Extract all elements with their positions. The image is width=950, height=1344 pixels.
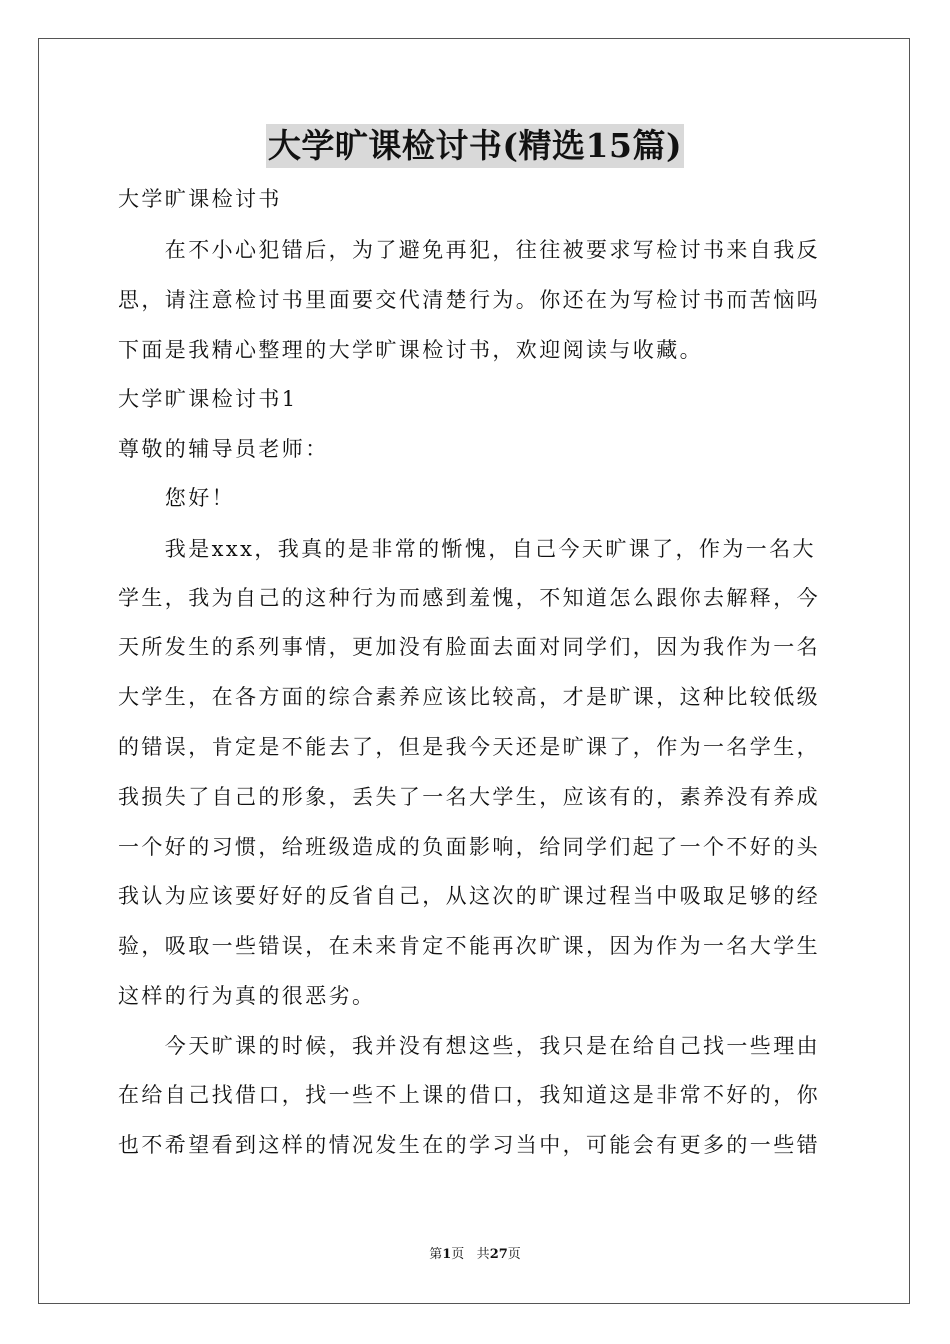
document-title: 大学旷课检讨书(精选15篇): [266, 124, 684, 168]
body-line: 一个好的习惯，给班级造成的负面影响，给同学们起了一个不好的头: [118, 835, 820, 859]
body-line: 在给自己找借口，找一些不上课的借口，我知道这是非常不好的，你: [118, 1083, 820, 1107]
page-footer: [0, 1246, 950, 1264]
body-line: 大学旷课检讨书1: [118, 387, 298, 411]
page-prefix: 第: [429, 1247, 443, 1262]
body-line: 验，吸取一些错误，在未来肯定不能再次旷课，因为作为一名大学生: [118, 934, 820, 958]
body-line: 我损失了自己的形象，丢失了一名大学生，应该有的，素养没有养成: [118, 785, 820, 809]
body-line: 在不小心犯错后，为了避免再犯，往往被要求写检讨书来自我反: [118, 238, 820, 262]
page-border: [38, 38, 910, 1304]
body-line: 的错误，肯定是不能去了，但是我今天还是旷课了，作为一名学生，: [118, 735, 820, 759]
total-prefix: 共: [476, 1247, 490, 1262]
page-suffix: 页: [451, 1247, 465, 1262]
body-line: 思，请注意检讨书里面要交代清楚行为。你还在为写检讨书而苦恼吗: [118, 288, 820, 312]
body-line: 大学旷课检讨书: [118, 187, 282, 211]
body-line: 大学生，在各方面的综合素养应该比较高，才是旷课，这种比较低级: [118, 685, 820, 709]
body-line: 我是xxx，我真的是非常的惭愧，自己今天旷课了，作为一名大: [118, 537, 816, 561]
body-line: 今天旷课的时候，我并没有想这些，我只是在给自己找一些理由: [118, 1034, 820, 1058]
body-line: 我认为应该要好好的反省自己，从这次的旷课过程当中吸取足够的经: [118, 884, 820, 908]
body-line: 下面是我精心整理的大学旷课检讨书，欢迎阅读与收藏。: [118, 338, 703, 362]
page-number: 1: [442, 1247, 452, 1262]
body-line: 天所发生的系列事情，更加没有脸面去面对同学们，因为我作为一名: [118, 635, 820, 659]
total-pages: 27: [489, 1247, 508, 1262]
body-line: 学生，我为自己的这种行为而感到羞愧，不知道怎么跟你去解释，今: [118, 586, 820, 610]
body-line: 尊敬的辅导员老师：: [118, 437, 329, 461]
body-line: 您好！: [118, 486, 235, 510]
body-line: 也不希望看到这样的情况发生在的学习当中，可能会有更多的一些错: [118, 1133, 820, 1157]
total-suffix: 页: [507, 1247, 521, 1262]
body-line: 这样的行为真的很恶劣。: [118, 984, 376, 1008]
title-container: [0, 124, 950, 168]
